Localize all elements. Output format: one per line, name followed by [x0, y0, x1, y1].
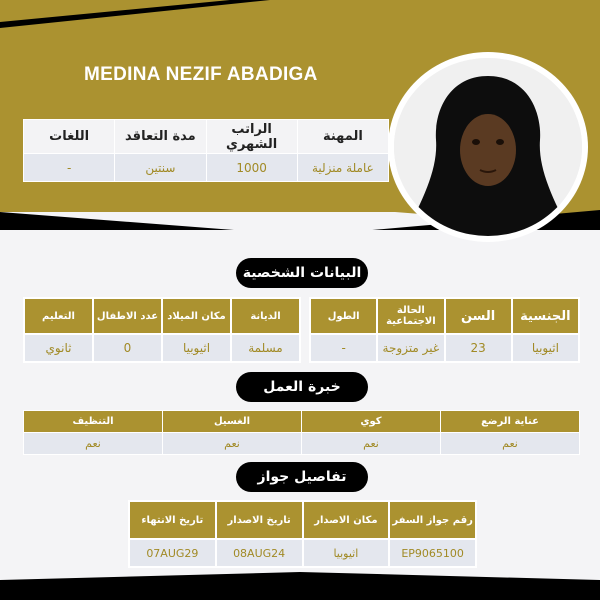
- work-table: [23, 410, 580, 455]
- portrait-image: [394, 58, 582, 236]
- personal-header-birthplace: مكان الميلاد: [162, 298, 231, 334]
- job-table: [23, 119, 389, 182]
- candidate-name: MEDINA NEZIF ABADIGA: [84, 64, 318, 85]
- personal-header-religion: الديانة: [231, 298, 300, 334]
- candidate-photo: [388, 52, 588, 242]
- section-title-passport: تفاصيل جواز: [236, 462, 368, 492]
- work-header-cleaning: التنظيف: [24, 411, 163, 433]
- passport-header-expiry-date: تاريخ الانتهاء: [129, 501, 216, 539]
- work-value-cleaning: نعم: [24, 433, 163, 455]
- job-header-profession: المهنة: [297, 120, 388, 154]
- personal-value-nationality: اثيوبيا: [512, 334, 579, 362]
- passport-value-expiry-date: 07AUG29: [129, 539, 216, 567]
- passport-value-number: EP9065100: [389, 539, 476, 567]
- section-title-personal: البيانات الشخصية: [236, 258, 368, 288]
- personal-value-marital: غير متزوجة: [377, 334, 444, 362]
- section-title-work: خبرة العمل: [236, 372, 368, 402]
- personal-value-religion: مسلمة: [231, 334, 300, 362]
- work-header-infant-care: عناية الرضع: [441, 411, 580, 433]
- personal-value-education: ثانوي: [24, 334, 93, 362]
- personal-value-birthplace: اثيوبيا: [162, 334, 231, 362]
- personal-header-age: السن: [445, 298, 512, 334]
- personal-table-b: [23, 297, 301, 363]
- personal-header-nationality: الجنسية: [512, 298, 579, 334]
- passport-table: [128, 500, 477, 568]
- personal-header-children: عدد الاطفال: [93, 298, 162, 334]
- passport-value-issue-date: 08AUG24: [216, 539, 303, 567]
- passport-header-issue-place: مكان الاصدار: [303, 501, 390, 539]
- passport-header-issue-date: تاريخ الاصدار: [216, 501, 303, 539]
- job-header-languages: اللغات: [24, 120, 115, 154]
- job-value-contract: سنتين: [115, 154, 206, 182]
- work-value-infant-care: نعم: [441, 433, 580, 455]
- personal-header-marital: الحالة الاجتماعية: [377, 298, 444, 334]
- personal-table-a: [309, 297, 580, 363]
- job-value-salary: 1000: [206, 154, 297, 182]
- passport-value-issue-place: اثيوبيا: [303, 539, 390, 567]
- work-value-laundry: نعم: [163, 433, 302, 455]
- job-header-contract: مدة التعاقد: [115, 120, 206, 154]
- personal-header-education: التعليم: [24, 298, 93, 334]
- personal-value-age: 23: [445, 334, 512, 362]
- job-value-languages: -: [24, 154, 115, 182]
- personal-value-height: -: [310, 334, 377, 362]
- job-value-profession: عاملة منزلية: [297, 154, 388, 182]
- work-header-ironing: كوي: [302, 411, 441, 433]
- personal-value-children: 0: [93, 334, 162, 362]
- work-header-laundry: الغسيل: [163, 411, 302, 433]
- job-header-salary: الراتب الشهري: [206, 120, 297, 154]
- work-value-ironing: نعم: [302, 433, 441, 455]
- personal-header-height: الطول: [310, 298, 377, 334]
- passport-header-number: رقم جواز السفر: [389, 501, 476, 539]
